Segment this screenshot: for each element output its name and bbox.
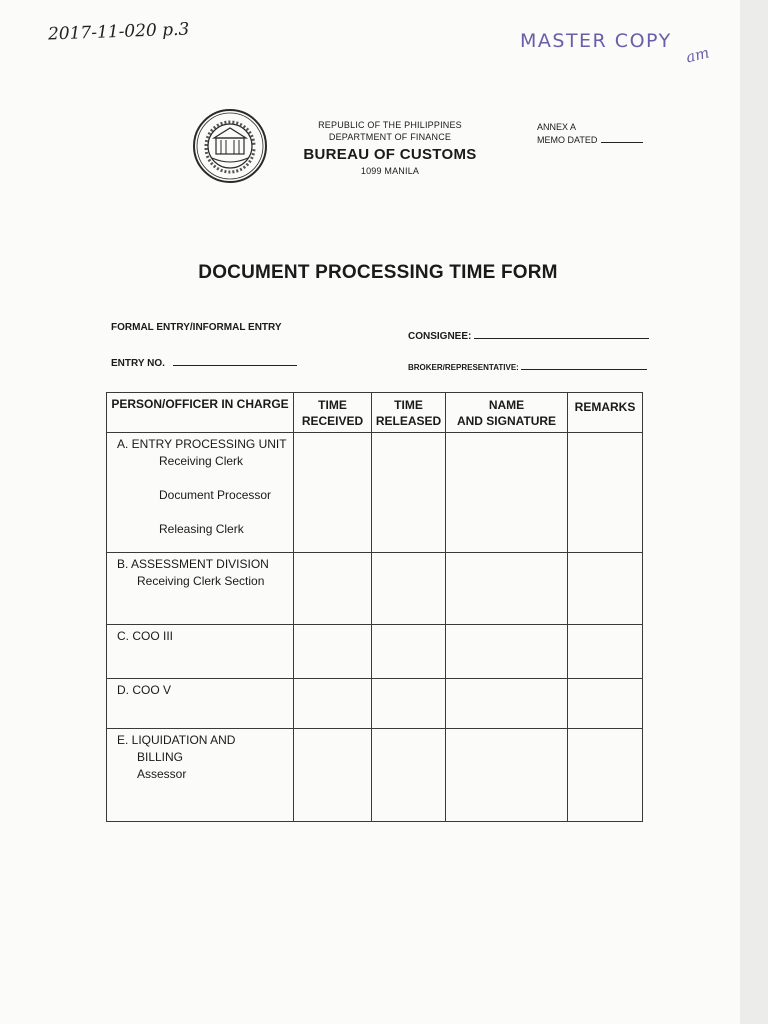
memo-date-blank[interactable] <box>601 133 643 143</box>
header-remarks: REMARKS <box>568 393 643 433</box>
entry-type-label: FORMAL ENTRY/INFORMAL ENTRY <box>111 322 282 333</box>
annex-block <box>537 121 643 146</box>
table-row-b <box>107 553 643 625</box>
table-row-c <box>107 625 643 679</box>
header-time-received: TIME RECEIVED <box>294 393 372 433</box>
row-d-heading: D. COO V <box>117 683 172 697</box>
row-a-heading: A. ENTRY PROCESSING UNIT <box>117 437 287 451</box>
row-a-time-released-cell[interactable] <box>372 433 446 553</box>
row-a-officer <box>107 433 294 553</box>
row-d-name-signature-cell[interactable] <box>446 679 568 729</box>
republic-line: REPUBLIC OF THE PHILIPPINES <box>318 120 462 130</box>
row-e-remarks-cell[interactable] <box>568 729 643 822</box>
header-name-signature: NAME AND SIGNATURE <box>446 393 568 433</box>
row-b-time-received-cell[interactable] <box>294 553 372 625</box>
city-line: 1099 MANILA <box>360 166 420 176</box>
form-title: DOCUMENT PROCESSING TIME FORM <box>198 262 558 283</box>
header-time-released: TIME RELEASED <box>372 393 446 433</box>
row-a-time-received-cell[interactable] <box>294 433 372 553</box>
row-e-officer <box>107 729 294 822</box>
entry-no-field <box>111 355 297 369</box>
row-a-item-2: Document Processor <box>159 488 272 502</box>
row-b-time-released-cell[interactable] <box>372 553 446 625</box>
row-a-remarks-cell[interactable] <box>568 433 643 553</box>
bureau-name: BUREAU OF CUSTOMS <box>303 146 477 163</box>
row-a-item-1: Receiving Clerk <box>159 454 244 468</box>
entry-no-label: ENTRY NO. <box>111 358 165 369</box>
row-b-heading: B. ASSESSMENT DIVISION <box>117 557 269 571</box>
row-d-time-received-cell[interactable] <box>294 679 372 729</box>
broker-label: BROKER/REPRESENTATIVE: <box>408 363 519 372</box>
row-c-name-signature-cell[interactable] <box>446 625 568 679</box>
table-header-row <box>107 393 643 433</box>
entry-no-blank[interactable] <box>173 355 297 366</box>
row-b-name-signature-cell[interactable] <box>446 553 568 625</box>
row-b-officer <box>107 553 294 625</box>
row-e-item-1: BILLING <box>137 750 184 764</box>
agency-header <box>280 119 500 177</box>
row-c-officer <box>107 625 294 679</box>
annex-label: ANNEX A <box>537 122 577 132</box>
row-a-name-signature-cell[interactable] <box>446 433 568 553</box>
row-c-remarks-cell[interactable] <box>568 625 643 679</box>
row-d-time-released-cell[interactable] <box>372 679 446 729</box>
handwritten-reference: 2017-11-020 p.3 <box>47 19 190 45</box>
row-c-time-released-cell[interactable] <box>372 625 446 679</box>
row-b-remarks-cell[interactable] <box>568 553 643 625</box>
row-d-remarks-cell[interactable] <box>568 679 643 729</box>
row-e-time-received-cell[interactable] <box>294 729 372 822</box>
processing-time-table <box>106 392 643 822</box>
row-c-time-received-cell[interactable] <box>294 625 372 679</box>
handwritten-initials: am <box>684 43 712 67</box>
row-e-time-released-cell[interactable] <box>372 729 446 822</box>
page-edge-shadow <box>740 0 768 1024</box>
memo-dated-label: MEMO DATED <box>537 135 598 145</box>
row-d-officer <box>107 679 294 729</box>
row-e-item-2: Assessor <box>137 767 187 781</box>
table-row-d <box>107 679 643 729</box>
consignee-blank[interactable] <box>474 328 649 339</box>
row-e-heading: E. LIQUIDATION AND <box>117 733 236 747</box>
table-row-e <box>107 729 643 822</box>
row-c-heading: C. COO III <box>117 629 174 643</box>
row-e-name-signature-cell[interactable] <box>446 729 568 822</box>
row-b-item-1: Receiving Clerk Section <box>137 574 265 588</box>
table-row-a <box>107 433 643 553</box>
consignee-label: CONSIGNEE: <box>408 331 472 342</box>
broker-field <box>408 361 647 372</box>
header-person-officer: PERSON/OFFICER IN CHARGE <box>107 393 294 433</box>
consignee-field <box>408 328 649 342</box>
broker-blank[interactable] <box>521 361 647 370</box>
department-line: DEPARTMENT OF FINANCE <box>328 132 452 142</box>
bureau-seal-icon <box>192 108 268 184</box>
row-a-item-3: Releasing Clerk <box>159 522 244 536</box>
master-copy-stamp: MASTER COPY <box>520 30 672 52</box>
